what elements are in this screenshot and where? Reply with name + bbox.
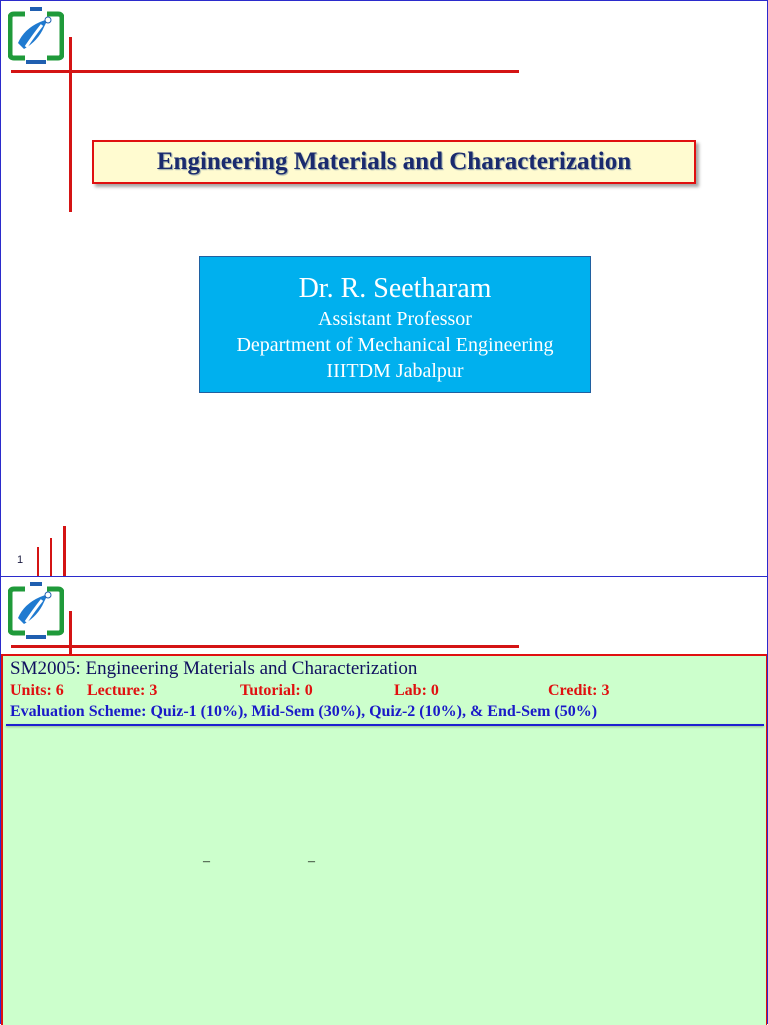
dash-mark: –: [203, 854, 210, 869]
units-label: Units: 6: [10, 682, 64, 699]
course-info-panel: [1, 654, 767, 1025]
header-red-vertical-rule: [69, 37, 72, 212]
title-box: [92, 140, 696, 184]
course-title: SM2005: Engineering Materials and Characterization: [10, 658, 418, 679]
slide-title: Engineering Materials and Characterization: [156, 148, 632, 175]
tutorial-label: Tutorial: 0: [240, 682, 313, 699]
footer-bar-1: [37, 547, 39, 577]
slide-2: [0, 576, 768, 1024]
header-red-rule: [11, 70, 519, 73]
author-box: [199, 256, 591, 393]
header-red-vertical-rule: [69, 611, 72, 654]
footer-bar-3: [63, 526, 66, 577]
dash-mark: –: [308, 854, 315, 869]
header-red-rule: [11, 645, 519, 648]
lecture-label: Lecture: 3: [87, 682, 158, 699]
credit-label: Credit: 3: [548, 682, 610, 699]
author-institute: IIITDM Jabalpur: [326, 360, 464, 382]
institute-logo-icon: [8, 7, 64, 65]
footer-bar-2: [50, 538, 52, 577]
author-name: Dr. R. Seetharam: [298, 273, 492, 304]
institute-logo-icon: [8, 582, 64, 640]
author-position: Assistant Professor: [318, 308, 472, 330]
evaluation-scheme: Evaluation Scheme: Quiz-1 (10%), Mid-Sem (30%), Quiz-2 (10%), & End-Sem (50%): [10, 703, 598, 720]
section-divider: [6, 724, 764, 726]
author-department: Department of Mechanical Engineering: [236, 334, 554, 356]
page-number: 1: [17, 554, 24, 566]
lab-label: Lab: 0: [394, 682, 439, 699]
course-credits-row: [10, 682, 710, 702]
